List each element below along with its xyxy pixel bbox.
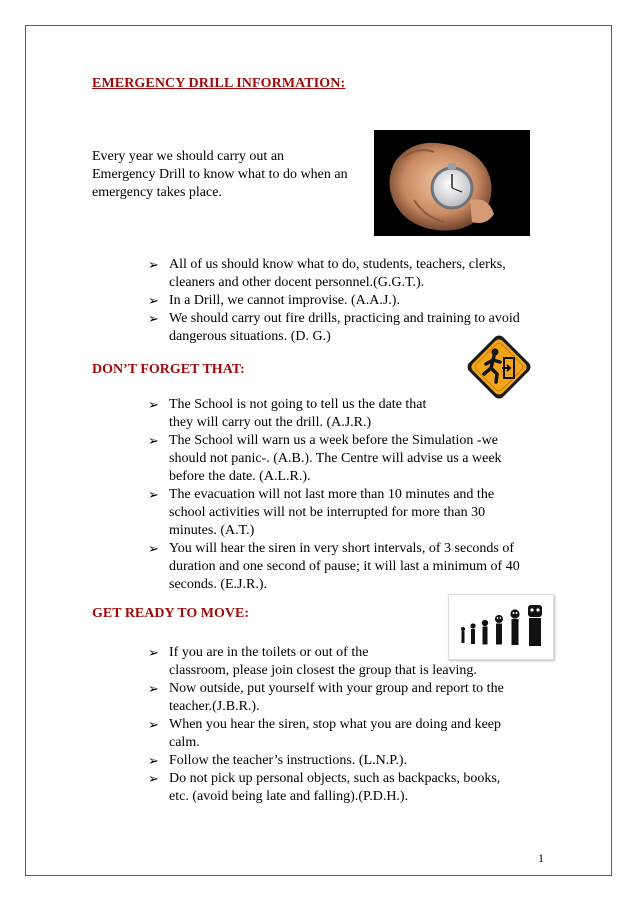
arrow-bullet-icon: ➢ — [148, 753, 159, 768]
list-item-line: should not panic-. (A.B.). The Centre will advise us a week — [169, 451, 502, 466]
intro-line: Every year we should carry out an — [92, 149, 285, 164]
intro-line: Emergency Drill to know what to do when an — [92, 167, 348, 182]
list-item — [148, 256, 548, 292]
list-item — [148, 540, 548, 594]
list-item-line: teacher.(J.B.R.). — [169, 699, 260, 714]
list-item-line: seconds. (E.J.R.). — [169, 577, 267, 592]
list-item-line: dangerous situations. (D. G.) — [169, 329, 331, 344]
list-item — [148, 752, 548, 770]
list-item-line: duration and one second of pause; it will last a minimum of 40 — [169, 559, 520, 574]
arrow-bullet-icon: ➢ — [148, 541, 159, 556]
arrow-bullet-icon: ➢ — [148, 311, 159, 326]
get-ready-list — [148, 644, 548, 806]
arrow-bullet-icon: ➢ — [148, 645, 159, 660]
list-item-line: before the date. (A.L.R.). — [169, 469, 311, 484]
page-title: EMERGENCY DRILL INFORMATION: — [92, 76, 346, 91]
list-item-line: school activities will not be interrupted for more than 30 — [169, 505, 486, 520]
list-item-line: If you are in the toilets or out of the — [169, 645, 369, 660]
list-item-line: All of us should know what to do, students, teachers, clerks, — [169, 257, 506, 272]
intro-paragraph — [92, 148, 372, 202]
arrow-bullet-icon: ➢ — [148, 487, 159, 502]
arrow-bullet-icon: ➢ — [148, 681, 159, 696]
list-item — [148, 680, 548, 716]
list-item-line: minutes. (A.T.) — [169, 523, 255, 538]
list-item-line: Follow the teacher’s instructions. (L.N.P.). — [169, 753, 408, 768]
stopwatch-hand-photo — [374, 130, 530, 236]
list-item-line: You will hear the siren in very short intervals, of 3 seconds of — [169, 541, 515, 556]
arrow-bullet-icon: ➢ — [148, 433, 159, 448]
section-heading-dont-forget: DON’T FORGET THAT: — [92, 362, 245, 377]
list-item-line: they will carry out the drill. (A.J.R.) — [169, 415, 372, 430]
list-item-line: The School is not going to tell us the date that — [169, 397, 427, 412]
list-item — [148, 486, 548, 540]
list-item — [148, 292, 548, 310]
intro-line: emergency takes place. — [92, 185, 222, 200]
list-item-line: Do not pick up personal objects, such as backpacks, books, — [169, 771, 501, 786]
list-item-line: etc. (avoid being late and falling).(P.D.H.). — [169, 789, 409, 804]
list-item-line: When you hear the siren, stop what you are doing and keep — [169, 717, 502, 732]
list-item — [148, 770, 548, 806]
list-item-line: We should carry out fire drills, practicing and training to avoid — [169, 311, 520, 326]
list-item — [148, 432, 548, 486]
list-item-line: Now outside, put yourself with your group and report to the — [169, 681, 504, 696]
list-item-line: In a Drill, we cannot improvise. (A.A.J.). — [169, 293, 400, 308]
list-item — [148, 396, 548, 432]
list-item-line: cleaners and other docent personnel.(G.G.T.). — [169, 275, 425, 290]
list-item-line: classroom, please join closest the group that is leaving. — [169, 663, 477, 678]
list-item — [148, 716, 548, 752]
arrow-bullet-icon: ➢ — [148, 397, 159, 412]
page-number: 1 — [538, 851, 544, 865]
arrow-bullet-icon: ➢ — [148, 257, 159, 272]
dont-forget-list — [148, 396, 548, 594]
arrow-bullet-icon: ➢ — [148, 293, 159, 308]
arrow-bullet-icon: ➢ — [148, 717, 159, 732]
list-item-line: The evacuation will not last more than 10 minutes and the — [169, 487, 495, 502]
list-item-line: The School will warn us a week before the Simulation -we — [169, 433, 498, 448]
section-heading-get-ready: GET READY TO MOVE: — [92, 606, 250, 621]
list-item — [148, 644, 548, 680]
list-item-line: calm. — [169, 735, 200, 750]
arrow-bullet-icon: ➢ — [148, 771, 159, 786]
emergency-exit-sign-icon — [462, 330, 536, 404]
